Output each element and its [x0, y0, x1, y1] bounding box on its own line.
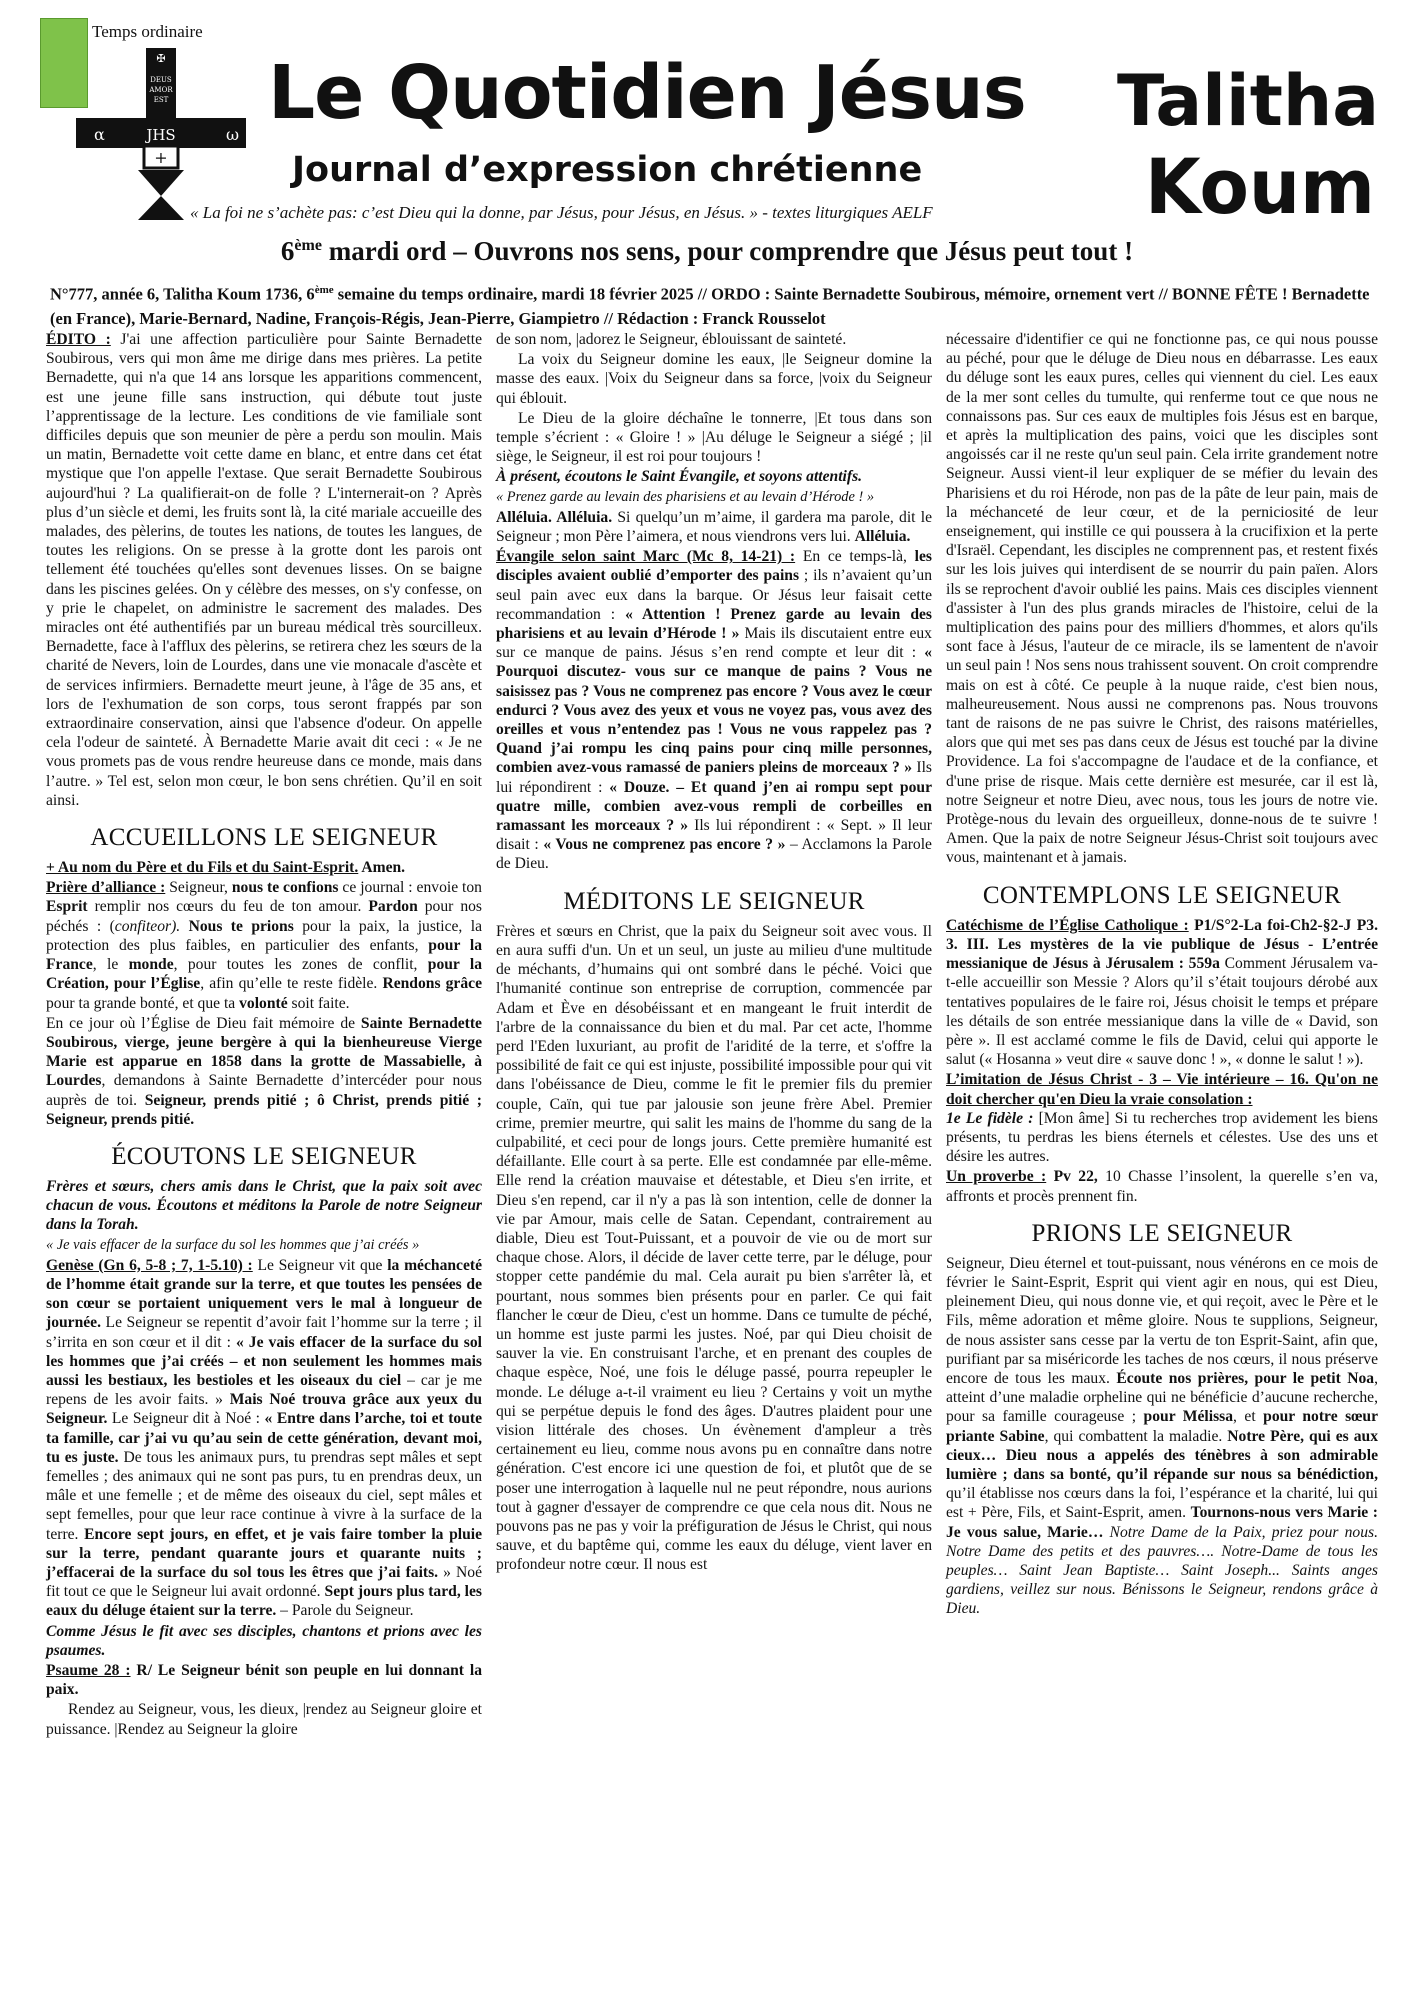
closing-prayer: Seigneur, Dieu éternel et tout-puissant, nous vénérons en ce mois de février le Saint-Esprit, Esprit qui vient agir en nous, qui est Dieu, pleinement Dieu, qui nous donne vie, et qui reçoit, avec le Père et le Fils, même adoration et même gloire. Nous te supplions, Seigneur, de nous assister sans cesse par la vertu de ton Esprit-Saint, afin que, purifiant par sa miséricorde les taches de nos cœurs, il nous préserve encore de tous les maux. Écoute nos prières, pour le petit Noa, atteint d’une maladie orpheline qui ne bénéficie d’aucune recherche, pour sa famille courageuse ; pour Mélissa, et pour notre sœur priante Sabine, qui combattent la maladie. Notre Père, qui es aux cieux… Dieu nous a appelés des ténèbres à son admirable lumière ; dans sa bonté, qu’il répande sur nous sa bénédiction, qu’il établisse nos cœurs dans la foi, l’espérance et la charité, lui qui est + Père, Fils, et Saint-Esprit, amen. Tournons-nous vers Marie : Je vous salue, Marie… Notre Dame de la Paix, priez pour nous. Notre Dame des petits et des pauvres…. Notre-Dame de tous les peuples… Saint Jean Baptiste… Saint Joseph... Saints anges gardiens, veillez sur nous. Bénissons le Seigneur, rendons grâce à Dieu.	[946, 1254, 1379, 1618]
alleluia: Alléluia. Alléluia. Si quelqu’un m’aime, il gardera ma parole, dit le Seigneur ; mon Père l’aimera, et nous viendrons vers lui. Alléluia.	[496, 508, 932, 546]
svg-text:JHS: JHS	[146, 126, 176, 144]
genesis-reading: Genèse (Gn 6, 5-8 ; 7, 1-5.10) : Le Seigneur vit que la méchanceté de l’homme était grande sur la terre, et que toutes les pensées de son cœur se portaient uniquement vers le mal à longueur de journée. Le Seigneur se repentit d’avoir fait l’homme sur la terre ; il s’irrita en son cœur et il dit : « Je vais effacer de la surface du sol les hommes que j’ai créés – et non seulement les hommes mais aussi les bestiaux, les bestioles et les oiseaux du ciel – car je me repens de les avoir faits. » Mais Noé trouva grâce aux yeux du Seigneur. Le Seigneur dit à Noé : « Entre dans l’arche, toi et toute ta famille, car j’ai vu qu’au sein de cette génération, devant moi, tu es juste. De tous les animaux purs, tu prendras sept mâles et sept femelles ; des animaux qui ne sont pas purs, tu en prendras deux, un mâle et une femelle ; et de même des oiseaux du ciel, sept mâles et sept femelles, pour que leur race continue à vivre à la surface de la terre. Encore sept jours, en effet, et je vais faire tomber la pluie sur la terre, pendant quarante jours et quarante nuits ; j’effacerai de la surface du sol tous les êtres que j’ai faits. » Noé fit tout ce que le Seigneur lui avait ordonné. Sept jours plus tard, les eaux du déluge étaient sur la terre. – Parole du Seigneur.	[46, 1256, 483, 1620]
imitation: L’imitation de Jésus Christ - 3 – Vie intérieure – 16. Qu'on ne doit chercher qu'en Dieu la vraie consolation : 1e Le fidèle : [Mon âme] Si tu recherches trop avidement les biens présents, tu perdras les biens éternels et célestes. Use des uns et désire les autres.	[946, 1071, 1378, 1166]
svg-text:✠: ✠	[156, 52, 166, 65]
svg-text:+: +	[154, 148, 168, 167]
talitha-koum-logo	[1115, 55, 1385, 230]
catechism: Catéchisme de l’Église Catholique : P1/S°2-La foi-Ch2-§2-J P3. 3. III. Les mystères de la vie publique de Jésus - L’entrée messianique de Jésus à Jérusalem : 559a Comment Jérusalem va-t-elle accueillir son Messie ? Alors qu’il s’était toujours dérobé aux tentatives populaires de le faire roi, Jésus choisit le temps et prépare les détails de son entrée messianique dans la ville de « David, son père ». Il est acclamé comme le fils de David, celui qui apporte le salut (« Hosanna » veut dire « sauve donc ! », « donne le salut ! »).	[946, 916, 1378, 1069]
edito-paragraph: ÉDITO : J'ai une affection particulière pour Sainte Bernadette Soubirous, vers qui mon âme me dirige dans mes prières. La petite Bernadette, qui n'a que 14 ans lorsque les apparitions commencent, est une jeune fille sans instruction, qui débute tout juste l’apprentissage de la lecture. Les conditions de vie familiale sont difficiles depuis que son meunier de père a perdu son moulin. Mais un matin, Bernadette voit cette dame en blanc, et entre dans cet état mystique que l'on appelle l'extase. Que serait Bernadette Soubirous aujourd'hui ? La qualifierait-on de folle ? L'internerait-on ? Après plus d’un siècle et demi, les fruits sont là, la cité mariale accueille des malades, des pèlerins, de toutes les nations, de toutes les langues, de toutes les religions. On se presse à la grotte dont les parois ont tellement été touchées qu'elles sont devenues lisses. On se baigne dans les piscines gelées. On y célèbre des messes, on s'y confesse, on y prie le chapelet, on administre le sacrement des malades. Des miracles ont été authentifiés par un bureau médical très sourcilleux. Bernadette, face à l'afflux des pèlerins, se retirera chez les sœurs de la charité de Nevers, loin de Lourdes, dans une vie monacale d'ascète et de services infirmiers. Bernadette meurt jeune, à l'âge de 35 ans, et lors de l'exhumation de son corps, tous seront frappés par son extraordinaire conservation, ainsi que l'absence d'odeur. On appelle cela l'odeur de sainteté. À Bernadette Marie avait dit ceci : « Je ne vous promets pas de vous rendre heureuse dans ce monde, mais dans l’autre. » Tel est, selon mon cœur, le bon sens chrétien. Qu’il en soit ainsi.	[46, 331, 482, 809]
section-heading-contemplons: CONTEMPLONS LE SEIGNEUR	[982, 881, 1342, 909]
psalm-verse-continued: de son nom, |adorez le Seigneur, éblouissant de sainteté.	[496, 331, 847, 348]
reading-intro: Frères et sœurs, chers amis dans le Christ, que la paix soit avec chacun de vous. Écoutons et méditons la Parole de notre Seigneur dans la Torah.	[46, 1177, 482, 1234]
psalm-intro: Comme Jésus le fit avec ses disciples, chantons et prions avec les psaumes.	[46, 1622, 482, 1659]
reading-quote: « Je vais effacer de la surface du sol les hommes que j’ai créés »	[46, 1236, 420, 1253]
sign-of-cross: + Au nom du Père et du Fils et du Saint-Esprit. Amen.	[46, 859, 406, 877]
daily-headline: 6ème mardi ord – Ouvrons nos sens, pour comprendre que Jésus peut tout !	[280, 236, 1134, 266]
svg-text:ω: ω	[226, 125, 240, 144]
gospel-quote: « Prenez garde au levain des pharisiens et au levain d’Hérode ! »	[496, 488, 875, 505]
svg-text:DEUS: DEUS	[150, 76, 172, 84]
psalm-verse: Rendez au Seigneur, vous, les dieux, |rendez au Seigneur gloire et puissance. |Rendez au Seigneur la gloire	[46, 1701, 482, 1738]
issue-info: N°777, année 6, Talitha Koum 1736, 6ème semaine du temps ordinaire, mardi 18 février 2025 // ORDO : Sainte Bernadette Soubirous, mémoire, ornement vert // BONNE FÊTE ! Bernadette (en France), Marie-Bernard, Nadine, François-Régis, Jean-Pierre, Giampietro // Rédaction : Franck Rousselot	[50, 284, 1370, 328]
svg-text:EST: EST	[153, 96, 169, 104]
season-label: Temps ordinaire	[92, 22, 203, 41]
psalm-verse: La voix du Seigneur domine les eaux, |le Seigneur domine la masse des eaux. |Voix du Seigneur dans sa force, |voix du Seigneur qui éblouit.	[496, 351, 932, 407]
newspaper-title: Le Quotidien Jésus	[268, 50, 1026, 136]
saint-memorial: En ce jour où l’Église de Dieu fait mémoire de Sainte Bernadette Soubirous, vierge, jeune bergère à qui la bienheureuse Vierge Marie est apparue en 1858 dans la grotte de Massabielle, à Lourdes, demandons à Sainte Bernadette d’intercéder pour nous auprès de toi. Seigneur, prends pitié ; ô Christ, prends pitié ; Seigneur, prends pitié.	[46, 1014, 482, 1128]
gospel-reading: Évangile selon saint Marc (Mc 8, 14-21) : En ce temps-là, les disciples avaient oublié d’emporter des pains ; ils n’avaient qu’un seul pain avec eux dans la barque. Or Jésus leur faisait cette recommandation : « Attention ! Prenez garde au levain des pharisiens et au levain d’Hérode ! » Mais ils discutaient entre eux sur ce manque de pains. Jésus s’en rend compte et leur dit : « Pourquoi discutez- vous sur ce manque de pains ? Vous ne saisissez pas ? Vous ne comprenez pas encore ? Vous avez le cœur endurci ? Vous avez des yeux et vous ne voyez pas, vous avez des oreilles et vous n’entendez pas ! Vous ne vous rappelez pas ? Quand j’ai rompu les cinq pains pour cinq mille personnes, combien avez-vous ramassé de paniers pleins de morceaux ? » Ils lui répondirent : « Douze. – Et quand j’en ai rompu sept pour quatre mille, combien avez-vous rempli de corbeilles en ramassant les morceaux ? » Ils lui répondirent : « Sept. » Il leur disait : « Vous ne comprenez pas encore ? » – Acclamons la Parole de Dieu.	[496, 548, 932, 873]
column-3	[946, 330, 1378, 1620]
column-2	[496, 330, 932, 1576]
gospel-intro: À présent, écoutons le Saint Évangile, et soyons attentifs.	[496, 468, 863, 486]
section-heading-ecoutons: ÉCOUTONS LE SEIGNEUR	[111, 1142, 417, 1170]
svg-text:Talitha: Talitha	[1117, 60, 1379, 142]
section-heading-accueillons: ACCUEILLONS LE SEIGNEUR	[90, 824, 438, 852]
tagline: « La foi ne s’achète pas: c’est Dieu qui la donne, par Jésus, pour Jésus, en Jésus. » - textes liturgiques AELF	[190, 203, 933, 222]
psalm-refrain: Psaume 28 : R/ Le Seigneur bénit son peuple en lui donnant la paix.	[46, 1662, 483, 1699]
svg-text:AMOR: AMOR	[149, 86, 173, 94]
psalm-verse: Le Dieu de la gloire déchaîne le tonnerre, |Et tous dans son temple s’écrient : « Gloire ! » |Au déluge le Seigneur a siégé ; |il siège, le Seigneur, il est roi pour toujours !	[496, 409, 932, 466]
section-heading-meditons: MÉDITONS LE SEIGNEUR	[563, 887, 865, 915]
section-heading-prions: PRIONS LE SEIGNEUR	[1031, 1219, 1293, 1247]
column-1	[46, 330, 482, 1740]
proverb: Un proverbe : Pv 22, 10 Chasse l’insolent, la querelle s’en va, affronts et procès prennent fin.	[946, 1168, 1378, 1205]
newspaper-subtitle: Journal d’expression chrétienne	[292, 150, 923, 190]
alliance-prayer: Prière d’alliance : Seigneur, nous te confions ce journal : envoie ton Esprit remplir nos cœurs du feu de ton amour. Pardon pour nos péchés : (confiteor). Nous te prions pour la paix, la justice, la protection des plus faibles, en particulier des enfants, pour la France, le monde, pour toutes les zones de conflit, pour la Création, pour l’Église, afin qu’elle te reste fidèle. Rendons grâce pour ta grande bonté, et que ta volonté soit faite.	[46, 879, 482, 1012]
svg-text:Koum: Koum	[1145, 142, 1375, 230]
svg-text:α: α	[94, 125, 105, 144]
cross-logo	[76, 48, 246, 223]
meditation-text: Frères et sœurs en Christ, que la paix du Seigneur soit avec vous. Il en aura suffi d'un. Un et un seul, un juste au milieu d'une multitude de méchants, d’humains qui ont sombré dans le péché. Voici que l'humanité continue son entreprise de corruption, commencée par Adam et Ève en désobéissant et en mangeant le fruit interdit de l'arbre de la connaissance du bien et du mal. Par cet acte, l'homme perd l'Eden luxuriant, au profit de l'aridité de la terre, et s'offre la possibilité de fait ce qui est injuste, possibilité impossible pour qui vit dans l'obéissance de Dieu, comme le fit le premier fils du premier couple, Caïn, qui tue par jalousie son jeune frère Abel. Premier crime, premier meurtre, qui salit les mains de l'homme du sang de la culpabilité, et ceci pour de longs jours. Cette première humanité est défaillante. Elle court à sa perte. Elle est condamnée par elle-même. Elle rend la création mauvaise et détestable, et Dieu s'en irrite, et Dieu s'en repend, car il n'y a pas là son intention, celle de donner la vie par Amour, mais celle de Satan. Cependant, contrairement au diable, Dieu est Tout-Puissant, et a pouvoir de vie ou de mort sur chaque chose. Alors, il décide de laver cette terre, par le déluge, pour stopper cette pandémie du mal. Cela aurait pu bien s'arrêter là, et pourtant, nous sommes bien présents pour en parler. Ce qui fait flancher le cœur de Dieu, c'est un homme. Dans ce tumulte de péché, un homme est juste parmi les justes. Noé, par qui Dieu choisit de sauver la vie. En construisant l'arche, et en prenant des couples de chaque espèce, Noé, une fois le déluge passé, pourra repeupler le monde. Le déluge a-t-il vraiment eu lieu ? Certains y voit un mythe qui se perpétue depuis le fond des âges. D'autres plaident pour une vision littérale des choses. Un évènement d'ampleur a très certainement eu lieu, comme nous avons pu en connaître dans notre génération. C'est encore ici une question de foi, et plutôt que de se poser une interrogation à laquelle nul ne peut répondre, nous aurions tout à gagner d'essayer de comprendre ce que cela nous dit. Nous ne pouvons pas ne pas y voir la préfiguration de Jésus le Christ, qui nous sauve, et du baptême qui, comme les eaux du déluge, vient laver en profondeur notre cœur. Il nous est	[496, 922, 932, 1574]
meditation-continued: nécessaire d'identifier ce qui ne fonctionne pas, ce qui nous pousse au péché, pour que le déluge de Dieu nous en débarrasse. Les eaux du déluge sont les eaux pures, celles qui viennent du ciel. Les eaux de la mer sont celles du tumulte, qui renferme tout ce que nous ne connaissons pas. Sur ces eaux de multiples fois Jésus est en barque, et après la multiplication des pains, voici que les disciples sont angoissés car il ne reste qu'un seul pain. Cela irrite grandement notre Seigneur. Aussi vient-il leur expliquer de se méfier du levain des Pharisiens et du roi Hérode, non pas de la pâte de leur pain, mais de la méchanceté de leur cœur, et de la perniciosité de leur enseignement, qui instille ce qui poussera à la crucifixion et la perte d'Israël. Cependant, les disciples ne comprennent pas, et restent fixés sur les lois juives qui interdisent de se nourrir du pain païen. Alors ils se reprochent d'avoir oublié les pains. Mais ces disciples viennent d'assister à l'un des plus grands miracles de l'histoire, celui de la multiplication des pains pour des milliers d'hommes, et alors qu'ils sont face à Jésus, l'auteur de ce miracle, ils se lamentent de n'avoir un seul pain ! Nos sens nous trahissent souvent. On croit comprendre mais on est à côté. Ce peuple à la nuque raide, c'est bien nous, malheureusement. Nous aussi ne comprenons pas. Nous trouvons tant de raisons de ne pas suivre le Christ, des raisons matérielles, alors que qui met ses pas dans ceux de Jésus est touché par la divine Providence. La foi s'accompagne de l'audace et de la confiance, et d'une prise de risque. Mais cette dernière est mesurée, car il est là, notre Seigneur et notre Dieu, avec nous, tous les jours de notre vie. Protège-nous du levain des orgueilleux, donne-nous de te suivre ! Amen. Que la paix de notre Seigneur Jésus-Christ soit toujours avec vous, maintenant et à jamais.	[946, 331, 1378, 867]
